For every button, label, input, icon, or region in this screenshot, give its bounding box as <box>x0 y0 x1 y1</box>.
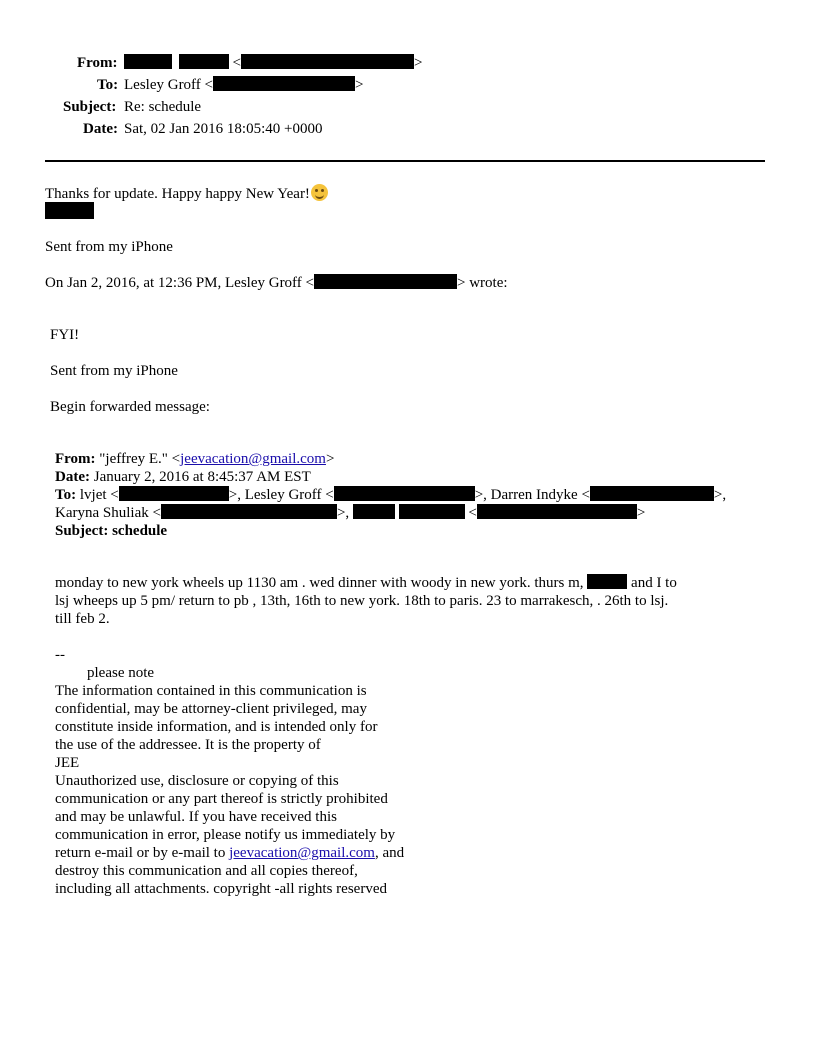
reply-sent-from: Sent from my iPhone <box>45 239 173 255</box>
disclaimer-line: confidential, may be attorney-client privileged, may <box>55 701 367 717</box>
disclaimer-email-link[interactable]: jeevacation@gmail.com <box>229 845 375 861</box>
disclaimer-line: communication in error, please notify us immediately by <box>55 827 396 843</box>
fwd-to-text: >, Darren Indyke < <box>474 487 590 503</box>
disclaimer-line: JEE <box>55 755 80 771</box>
fwd-to-row <box>55 486 726 504</box>
redaction-bar <box>399 504 465 519</box>
fwd-to-text: > <box>636 505 646 521</box>
quote-intro-text: On Jan 2, 2016, at 12:36 PM, Lesley Groff < <box>45 275 314 291</box>
schedule-line-2: lsj wheeps up 5 pm/ return to pb , 13th, 16th to new york. 18th to paris. 23 to marrakesch, . 26th to lsj. <box>55 593 669 609</box>
fwd-from-email-link[interactable]: jeevacation@gmail.com <box>180 451 326 467</box>
fwd-subject-value: schedule <box>112 523 168 539</box>
disclaimer-block <box>55 682 404 898</box>
redaction-bar <box>213 76 355 91</box>
disclaimer-line: constitute inside information, and is intended only for <box>55 719 378 735</box>
fwd-date-value: January 2, 2016 at 8:45:37 AM EST <box>93 469 311 485</box>
header-from-close: > <box>413 55 423 71</box>
header-to-value: Lesley Groff < <box>124 77 213 93</box>
quote-intro-text-end: > wrote: <box>457 275 508 291</box>
fwd-to-label: To: <box>55 487 77 503</box>
redaction-bar <box>119 486 229 501</box>
fwd-from-label: From: <box>55 451 96 467</box>
header-from-label: From: <box>77 55 118 71</box>
disclaimer-text: , and <box>374 845 405 861</box>
header-from-open: < <box>232 55 241 71</box>
disclaimer-line: Unauthorized use, disclosure or copying of this <box>55 773 339 789</box>
quote-intro <box>45 274 508 292</box>
disclaimer-line: the use of the addressee. It is the property of <box>55 737 321 753</box>
fwd-to-text: >, <box>336 505 350 521</box>
reply-signature-redacted <box>45 202 94 222</box>
redaction-bar <box>477 504 637 519</box>
header-to-label: To: <box>97 77 119 93</box>
redaction-bar <box>353 504 395 519</box>
redaction-bar <box>124 54 172 69</box>
fwd-to-text: Karyna Shuliak < <box>55 505 161 521</box>
header-to-close: > <box>355 77 364 93</box>
disclaimer-line: including all attachments. copyright -all rights reserved <box>55 881 387 897</box>
disclaimer-line: and may be unlawful. If you have received this <box>55 809 337 825</box>
fwd-subject-row <box>55 522 167 540</box>
fwd-date-row <box>55 468 311 486</box>
fwd-date-label: Date: <box>55 469 90 485</box>
redaction-bar <box>179 54 229 69</box>
header-date-label: Date: <box>83 121 118 137</box>
header-subject-value: Re: schedule <box>124 99 202 115</box>
fwd-from-row <box>55 450 334 468</box>
fwd-to-row-2 <box>55 504 645 522</box>
reply-line-1 <box>45 184 328 203</box>
disclaimer-line: The information contained in this communication is <box>55 683 367 699</box>
smiling-face-icon <box>311 184 328 201</box>
fwd-from-close: > <box>325 451 335 467</box>
reply-text: Thanks for update. Happy happy New Year! <box>45 186 310 202</box>
fwd-to-text: lvjet < <box>79 487 119 503</box>
schedule-line-1 <box>55 574 677 592</box>
signature-dashes: -- <box>55 647 65 663</box>
fwd-to-text: >, <box>713 487 727 503</box>
redaction-bar <box>161 504 337 519</box>
fwd-to-text: < <box>468 505 477 521</box>
schedule-text: monday to new york wheels up 1130 am . wed dinner with woody in new york. thurs m, <box>55 575 584 591</box>
forward-fyi: FYI! <box>50 327 80 343</box>
fwd-subject-label: Subject: <box>55 523 109 539</box>
redaction-bar <box>241 54 414 69</box>
header-subject-label: Subject: <box>63 99 117 115</box>
redaction-bar <box>45 202 94 219</box>
disclaimer-line-email <box>55 844 404 862</box>
forward-sent-from: Sent from my iPhone <box>50 363 178 379</box>
redaction-bar <box>587 574 627 589</box>
disclaimer-text: return e-mail or by e-mail to <box>55 845 230 861</box>
redaction-bar <box>590 486 714 501</box>
fwd-to-text: >, Lesley Groff < <box>228 487 334 503</box>
redaction-bar <box>314 274 457 289</box>
header-date-value: Sat, 02 Jan 2016 18:05:40 +0000 <box>124 121 323 137</box>
disclaimer-line: communication or any part thereof is strictly prohibited <box>55 791 388 807</box>
disclaimer-note: please note <box>87 665 155 681</box>
forward-begin: Begin forwarded message: <box>50 399 210 415</box>
redaction-bar <box>334 486 475 501</box>
schedule-line-3: till feb 2. <box>55 611 110 627</box>
header-divider <box>45 160 765 162</box>
fwd-from-value: "jeffrey E." < <box>99 451 181 467</box>
schedule-text: and I to <box>631 575 677 591</box>
disclaimer-line: destroy this communication and all copies thereof, <box>55 863 358 879</box>
